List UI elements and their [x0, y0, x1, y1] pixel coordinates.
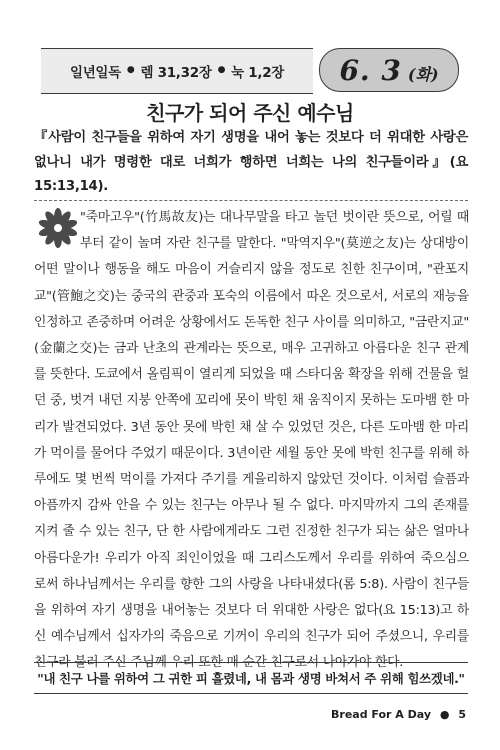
date-badge — [319, 48, 459, 92]
date-number: 6. 3 — [339, 53, 402, 87]
page-number: 5 — [458, 708, 466, 721]
bullet-separator: ● — [217, 65, 226, 75]
publication-name: Bread For A Day — [331, 708, 432, 721]
header — [41, 48, 461, 94]
bullet-separator: ● — [439, 708, 450, 721]
devotion-body — [34, 205, 469, 677]
divider — [34, 200, 468, 201]
devotion-title: 친구가 되어 주신 예수님 — [146, 101, 354, 125]
bullet-separator: ● — [126, 65, 135, 75]
closing-hymn-quote: "내 친구 나를 위하여 그 귀한 피 흘렸네, 내 몸과 생명 바쳐서 주 위해 힘쓰겠네." — [34, 662, 468, 694]
ornament-spacer — [34, 205, 80, 249]
reading-plan-label: 일년일독 — [69, 65, 121, 81]
page-footer — [331, 708, 466, 721]
weekday: (화) — [407, 64, 439, 84]
body-paragraph: "죽마고우"(竹馬故友)는 대나무말을 타고 놀던 벗이란 뜻으로, 어릴 때부터 같이 놀며 자란 친구를 말한다. "막역지우"(莫逆之友)는 상대방이 어떤 말이나 행동을 해도 마음이 거슬리지 않을 정도로 친한 친구이며, "관포지교"(管鮑之交)는 중국의 관중과 포숙의 이름에서 따온 것으로서, 서로의 재능을 인정하고 존중하며 어려운 상황에서도 돈독한 친구 사이를 의미하고, "금란지교"(金蘭之交)는 금과 난초의 관계라는 뜻으로, 매우 고귀하고 아름다운 친구 관계를 뜻한다. 도쿄에서 올림픽이 열리게 되었을 때 스타디움 확장을 위해 건물을 헐던 중, 벗겨 내던 지붕 안쪽에 꼬리에 못이 박힌 채 움직이지 못하는 도마뱀 한 마리가 발견되었다. 3년 동안 못에 박힌 채 살 수 있었던 것은, 다른 도마뱀 한 마리가 먹이를 물어다 주었기 때문이다. 3년이란 세월 동안 못에 박힌 친구를 위해 하루에도 몇 번씩 먹이를 가져다 주기를 게을리하지 않았던 것이다. 이처럼 슬픔과 아픔까지 감싸 안을 수 있는 친구는 아무나 될 수 없다. 마지막까지 그의 존재를 지켜 줄 수 있는 친구, 단 한 사람에게라도 그런 진정한 친구가 되는 삶은 얼마나 아름다운가! 우리가 아직 죄인이었을 때 그리스도께서 우리를 위하여 죽으심으로써 하나님께서는 우리를 향한 그의 사랑을 나타내셨다(롬 5:8). 사람이 친구들을 위하여 자기 생명을 내어놓는 것보다 더 위대한 사랑은 없다(요 15:13)고 하신 예수님께서 십자가의 죽음으로 기꺼이 우리의 친구가 되어 주셨으니, 우리를 친구라 불러 주신 주님께 우리 또한 매 순간 친구로서 나아가야 한다. — [34, 210, 469, 671]
daily-reading-box — [41, 48, 313, 94]
scripture-verse: 『사람이 친구들을 위하여 자기 생명을 내어 놓는 것보다 더 위대한 사랑은 없나니 내가 명령한 대로 너희가 행하면 너희는 나의 친구들이라』(요 15:13,14). — [34, 130, 468, 194]
reading-passage-2: 눅 1,2장 — [231, 65, 285, 81]
reading-passage-1: 렘 31,32장 — [140, 65, 212, 81]
